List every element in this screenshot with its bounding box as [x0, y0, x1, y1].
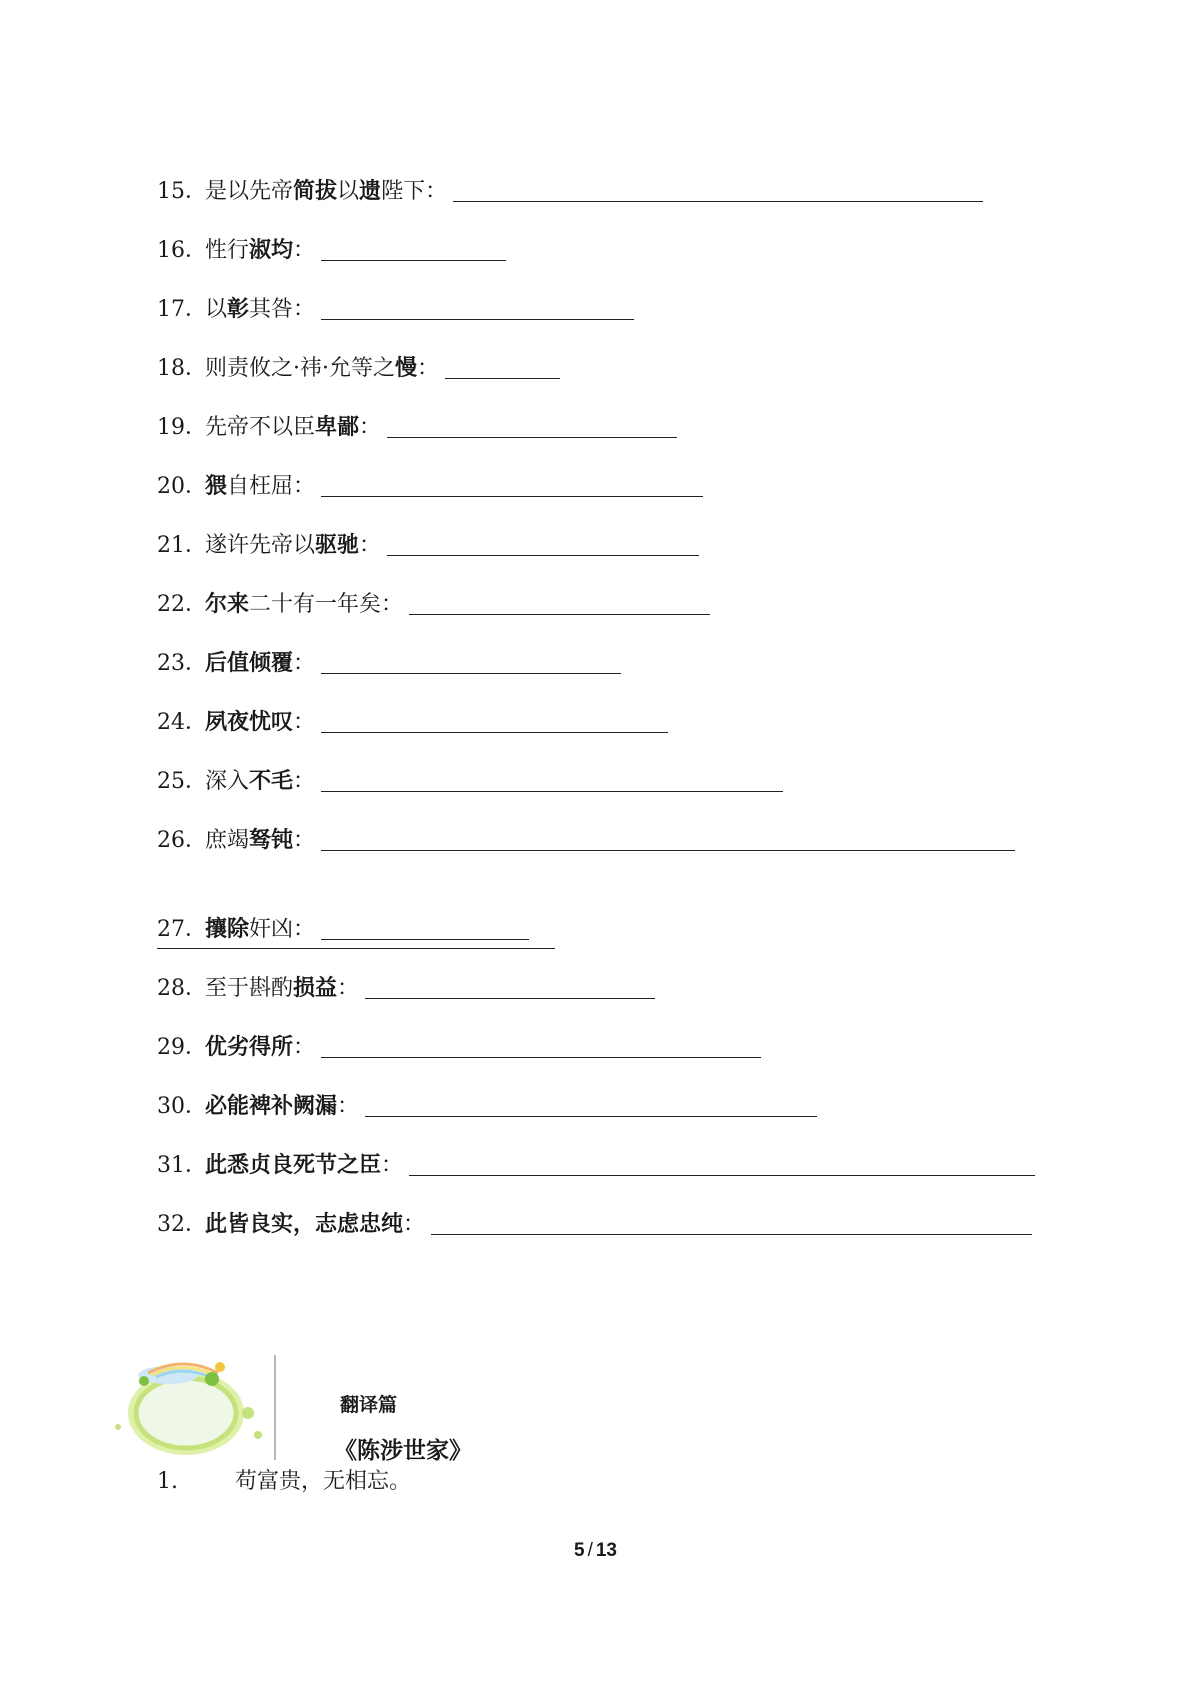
question-item	[157, 1090, 817, 1120]
question-text	[205, 473, 315, 500]
key-word: 遗	[359, 178, 382, 204]
question-text-part: 自枉屈：	[227, 474, 316, 499]
key-word: 驽钝	[249, 827, 294, 853]
question-number: 26．	[157, 828, 207, 853]
answer-line[interactable]	[321, 850, 1015, 851]
section-title: 翻译篇	[340, 1394, 398, 1416]
key-word: 简拔	[293, 178, 338, 204]
question-item	[157, 411, 677, 441]
question-text-part: 是以先帝	[205, 179, 294, 204]
question-text	[205, 1093, 359, 1120]
question-text	[205, 237, 315, 264]
question-text	[205, 1211, 425, 1238]
answer-line-continuation[interactable]	[157, 948, 555, 949]
question-number: 15．	[157, 179, 207, 204]
question-text	[205, 296, 315, 323]
question-text-part: ：	[293, 769, 316, 794]
question-text-part: 以	[337, 179, 360, 204]
question-number: 27．	[157, 917, 207, 942]
question-number: 20．	[157, 474, 207, 499]
question-text	[205, 916, 315, 943]
question-item	[157, 293, 634, 323]
question-item	[157, 352, 560, 382]
question-text-part: 二十有一年矣：	[249, 592, 404, 617]
question-text	[205, 975, 359, 1002]
answer-line[interactable]	[453, 201, 983, 202]
question-number: 28．	[157, 976, 207, 1001]
question-item	[157, 824, 1015, 854]
key-word: 损益	[293, 975, 338, 1001]
key-word: 此皆良实，志虑忠纯	[205, 1211, 404, 1237]
question-text-part: ：	[337, 1094, 360, 1119]
question-number: 17．	[157, 297, 207, 322]
question-number: 21．	[157, 533, 207, 558]
question-text-part: 则责攸之·祎·允等之	[205, 356, 395, 381]
question-item	[157, 913, 529, 943]
key-word: 此悉贞良死节之臣	[205, 1152, 382, 1178]
question-text	[205, 355, 439, 382]
question-item	[157, 175, 983, 205]
question-item	[157, 972, 655, 1002]
question-number: 19．	[157, 415, 207, 440]
question-text-part: ：	[293, 238, 316, 263]
question-number: 30．	[157, 1094, 207, 1119]
question-item	[157, 1149, 1035, 1179]
answer-line[interactable]	[321, 496, 703, 497]
question-number: 29．	[157, 1035, 207, 1060]
question-text-part: 陛下：	[381, 179, 448, 204]
answer-line[interactable]	[409, 1175, 1035, 1176]
question-text-part: 先帝不以臣	[205, 415, 316, 440]
question-text-part: ：	[417, 356, 440, 381]
answer-line[interactable]	[387, 555, 699, 556]
question-text	[205, 768, 315, 795]
question-text-part: 遂许先帝以	[205, 533, 316, 558]
question-item	[157, 529, 699, 559]
question-text-part: 以	[205, 297, 228, 322]
question-text	[205, 827, 315, 854]
question-text-part: 奸凶：	[249, 917, 316, 942]
question-item	[157, 706, 668, 736]
answer-line[interactable]	[321, 673, 621, 674]
question-text-part: ：	[337, 976, 360, 1001]
key-word: 尔来	[205, 591, 250, 617]
question-item	[157, 647, 621, 677]
section-logo	[108, 1355, 278, 1460]
question-text-part: ：	[381, 1153, 404, 1178]
page-number	[0, 1540, 1191, 1562]
question-text-part: 深入	[205, 769, 250, 794]
key-word: 驱驰	[315, 532, 360, 558]
answer-line[interactable]	[321, 939, 529, 940]
translation-item	[157, 1464, 411, 1495]
page-separator: /	[587, 1540, 593, 1561]
question-text-part: 其咎：	[249, 297, 316, 322]
question-text-part: ：	[293, 1035, 316, 1060]
question-text-part: 庶竭	[205, 828, 250, 853]
question-number: 23．	[157, 651, 207, 676]
question-text	[205, 591, 403, 618]
key-word: 慢	[395, 355, 418, 381]
question-text-part: ：	[293, 651, 316, 676]
question-item	[157, 588, 710, 618]
question-number: 24．	[157, 710, 207, 735]
question-text	[205, 532, 381, 559]
answer-line[interactable]	[321, 732, 668, 733]
question-text-part: ：	[403, 1212, 426, 1237]
question-text-part: ：	[359, 533, 382, 558]
question-text-part: 性行	[205, 238, 250, 263]
key-word: 不毛	[249, 768, 294, 794]
key-word: 卑鄙	[315, 414, 360, 440]
key-word: 后值倾覆	[205, 650, 294, 676]
question-item	[157, 765, 783, 795]
question-number: 31．	[157, 1153, 207, 1178]
question-text-part: 至于斟酌	[205, 976, 294, 1001]
question-text	[205, 709, 315, 736]
question-text	[205, 650, 315, 677]
question-item	[157, 234, 506, 264]
key-word: 夙夜忧叹	[205, 709, 294, 735]
question-text	[205, 1034, 315, 1061]
question-item	[157, 470, 703, 500]
answer-line[interactable]	[321, 1057, 761, 1058]
question-text-part: ：	[293, 710, 316, 735]
answer-line[interactable]	[321, 319, 634, 320]
question-number: 16．	[157, 238, 207, 263]
question-item	[157, 1208, 1032, 1238]
question-text-part: ：	[293, 828, 316, 853]
translation-item-number: 1.	[157, 1469, 178, 1494]
answer-line[interactable]	[387, 437, 677, 438]
question-item	[157, 1031, 761, 1061]
key-word: 淑均	[249, 237, 294, 263]
total-pages: 13	[595, 1540, 617, 1561]
key-word: 必能裨补阙漏	[205, 1093, 338, 1119]
question-text	[205, 1152, 403, 1179]
question-text	[205, 178, 447, 205]
answer-line[interactable]	[445, 378, 560, 379]
question-number: 22．	[157, 592, 207, 617]
current-page: 5	[574, 1540, 585, 1561]
answer-line[interactable]	[365, 1116, 817, 1117]
question-text-part: ：	[359, 415, 382, 440]
answer-line[interactable]	[409, 614, 710, 615]
question-number: 32．	[157, 1212, 207, 1237]
answer-line[interactable]	[321, 260, 506, 261]
book-title: 《陈涉世家》	[334, 1437, 472, 1464]
key-word: 彰	[227, 296, 250, 322]
question-text	[205, 414, 381, 441]
translation-item-text: 苟富贵，无相忘。	[235, 1469, 412, 1494]
key-word: 优劣得所	[205, 1034, 294, 1060]
answer-line[interactable]	[365, 998, 655, 999]
key-word: 攘除	[205, 916, 250, 942]
answer-line[interactable]	[321, 791, 783, 792]
question-number: 25．	[157, 769, 207, 794]
question-number: 18．	[157, 356, 207, 381]
key-word: 猥	[205, 473, 228, 499]
answer-line[interactable]	[431, 1234, 1032, 1235]
